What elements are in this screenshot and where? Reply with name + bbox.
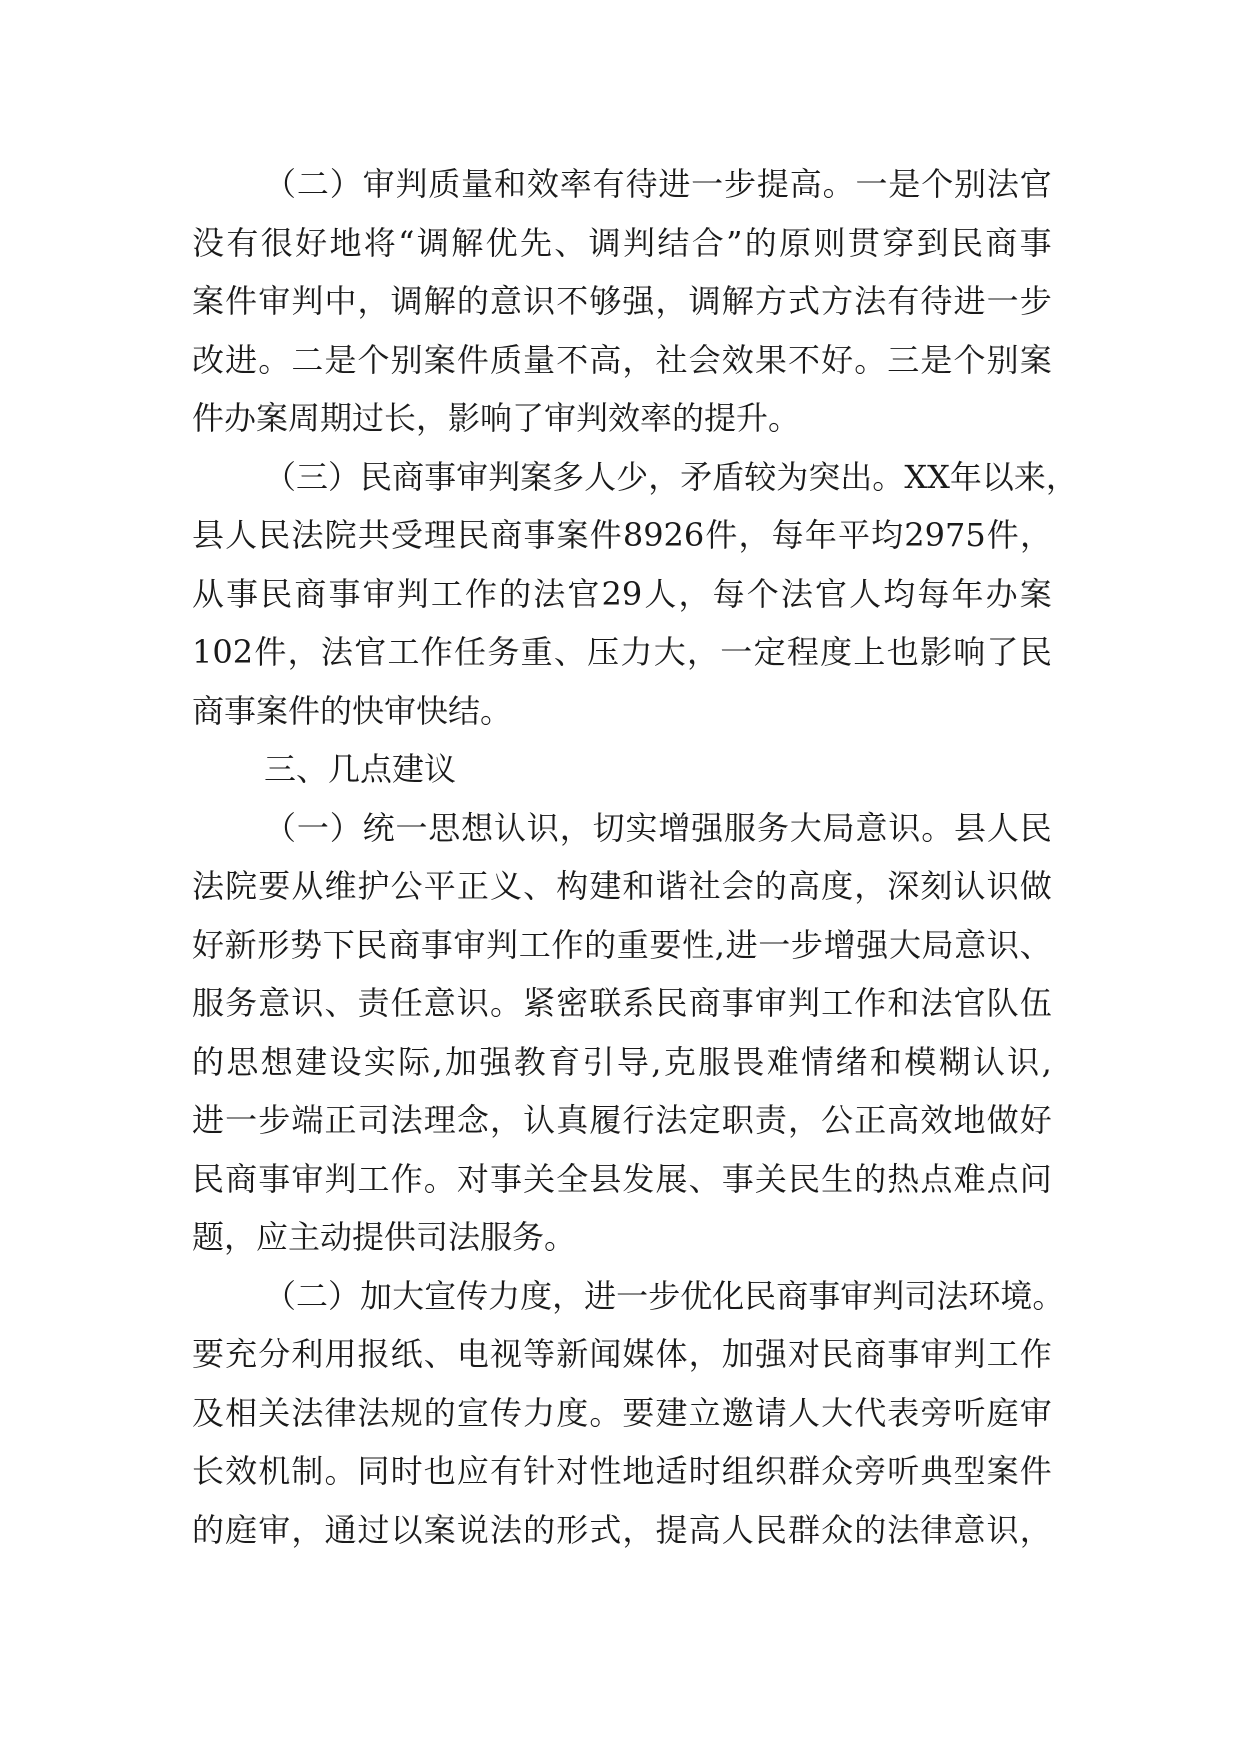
text-line: （ 一 ） 统 一 思 想 认 识 ， 切 实 增 强 服 务 大 局 意 识 。 县 人 民 bbox=[264, 808, 1052, 847]
text-line: 改 进 。 二 是 个 别 案 件 质 量 不 高 ， 社 会 效 果 不 好 。 三 是 个 别 案 bbox=[192, 340, 1052, 379]
text-line: 件办案周期过长，影响了审判效率的提升。 bbox=[192, 399, 801, 437]
text-line: 要 充 分 利 用 报 纸 、 电 视 等 新 闻 媒 体 ， 加 强 对 民 商 事 审 判 工 作 bbox=[192, 1335, 1052, 1373]
text-line: 民 商 事 审 判 工 作 。 对 事 关 全 县 发 展 、 事 关 民 生 的 热 点 难 点 问 bbox=[192, 1159, 1052, 1198]
text-line: 102 件 ， 法 官 工 作 任 务 重 、 压 力 大 ， 一 定 程 度 上 也 影 响 了 民 bbox=[192, 633, 1052, 671]
text-line: （ 二 ） 加 大 宣 传 力 度 ， 进 一 步 优 化 民 商 事 审 判 司 法 环 境 。 bbox=[264, 1276, 1065, 1315]
text-line: 案 件 审 判 中 ， 调 解 的 意 识 不 够 强 ， 调 解 方 式 方 法 有 待 进 一 步 bbox=[192, 282, 1052, 320]
text-line: 没 有 很 好 地 将 “ 调 解 优 先 、 调 判 结 合 ” 的 原 则 贯 穿 到 民 商 事 bbox=[192, 223, 1052, 262]
text-line: 好 新 形 势 下 民 商 事 审 判 工 作 的 重 要 性 , 进 一 步 增 强 大 局 意 识 、 bbox=[192, 925, 1052, 964]
text-line: 题，应主动提供司法服务。 bbox=[192, 1218, 577, 1256]
text-line: 进 一 步 端 正 司 法 理 念 ， 认 真 履 行 法 定 职 责 ， 公 正 高 效 地 做 好 bbox=[192, 1101, 1052, 1139]
text-line: 服 务 意 识 、 责 任 意 识 。 紧 密 联 系 民 商 事 审 判 工 作 和 法 官 队 伍 bbox=[192, 984, 1052, 1022]
text-line: 及 相 关 法 律 法 规 的 宣 传 力 度 。 要 建 立 邀 请 人 大 代 表 旁 听 庭 审 bbox=[192, 1393, 1052, 1432]
text-line: 的 思 想 建 设 实 际 , 加 强 教 育 引 导 , 克 服 畏 难 情 绪 和 模 糊 认 识 , bbox=[192, 1042, 1052, 1081]
text-line: 从 事 民 商 事 审 判 工 作 的 法 官 29 人 ， 每 个 法 官 人 均 每 年 办 案 bbox=[192, 574, 1052, 613]
text-line: （ 三 ） 民 商 事 审 判 案 多 人 少 ， 矛 盾 较 为 突 出 。 XX 年 以 来 ， bbox=[264, 457, 1078, 496]
text-line: （ 二 ） 审 判 质 量 和 效 率 有 待 进 一 步 提 高 。 一 是 个 别 法 官 bbox=[264, 165, 1052, 203]
document-body bbox=[192, 155, 1078, 1559]
text-line: 县 人 民 法 院 共 受 理 民 商 事 案 件 8926 件 ， 每 年 平 均 2975 件 ， bbox=[192, 516, 1052, 554]
text-line: 法 院 要 从 维 护 公 平 正 义 、 构 建 和 谐 社 会 的 高 度 ， 深 刻 认 识 做 bbox=[192, 867, 1052, 905]
text-line: 的 庭 审 ， 通 过 以 案 说 法 的 形 式 ， 提 高 人 民 群 众 的 法 律 意 识 ， bbox=[192, 1510, 1052, 1549]
text-line: 三、几点建议 bbox=[264, 750, 457, 788]
text-line: 商事案件的快审快结。 bbox=[192, 691, 513, 730]
text-line: 长 效 机 制 。 同 时 也 应 有 针 对 性 地 适 时 组 织 群 众 旁 听 典 型 案 件 bbox=[192, 1452, 1052, 1490]
